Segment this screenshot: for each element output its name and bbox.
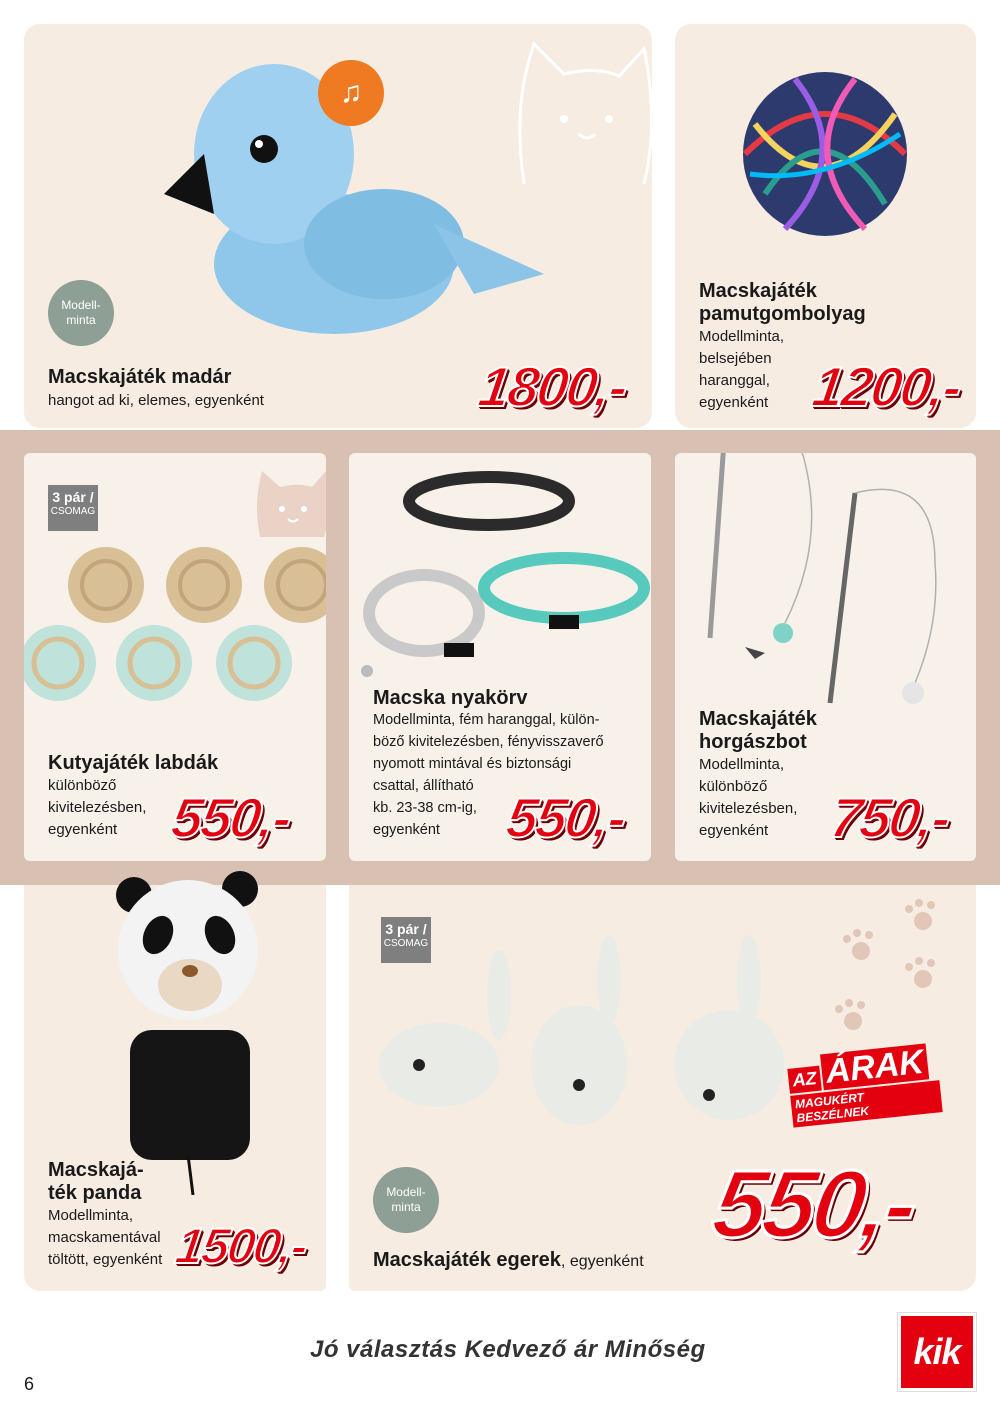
pack-badge: 3 pár / CSOMAG [48, 485, 98, 531]
product-desc: Modellminta, különböző kivitelezésben, egyenként [699, 756, 798, 839]
product-desc: különböző kivitelezésben, egyenként [48, 777, 147, 838]
rope-balls-image [24, 543, 326, 713]
price-tag: 750,- [826, 786, 954, 849]
price-tag: 550,- [167, 786, 295, 849]
product-card-rod [675, 453, 976, 861]
product-title-line [373, 1249, 644, 1272]
paw-prints-icon [833, 899, 963, 1039]
product-card-yarn [675, 24, 976, 428]
product-title-suffix: , egyenként [560, 1253, 644, 1270]
product-title: Macskajáték madár [48, 366, 232, 388]
product-desc: Modellminta, fém haranggal, külön- böző kivitelezésben, fényvisszaverő nyomott mintával és biztonsági csattal, állítható kb. 23-38 cm-ig, egyenként [373, 712, 604, 838]
price-tag: 1500,- [172, 1218, 310, 1274]
slogan-sub: MAGUKÉRT BESZÉLNEK [790, 1080, 943, 1128]
product-title: Macska nyakörv [373, 687, 528, 709]
music-note-icon: ♫ [318, 60, 384, 126]
product-card-bird [24, 24, 652, 428]
product-title: Kutyajáték labdák [48, 752, 219, 774]
product-title: Macskajáték egerek [373, 1249, 561, 1271]
price-tag: 550,- [706, 1151, 921, 1258]
product-title: Macskajá- ték panda [48, 1159, 144, 1204]
product-card-panda [24, 885, 326, 1291]
slogan-az: AZ [787, 1066, 821, 1094]
product-desc: Modellminta, macskamentával töltött, egyenként [48, 1207, 163, 1268]
panda-toy-image [108, 865, 268, 1195]
slogan-arak: ÁRAK [820, 1043, 929, 1090]
product-card-balls [24, 453, 326, 861]
footer-slogan: Jó választás Kedvező ár Minőség [310, 1336, 706, 1363]
kik-logo: kik [898, 1313, 976, 1391]
product-title: Macskajáték pamutgombolyag [699, 280, 866, 325]
fishing-rod-image [675, 453, 976, 713]
yarn-ball-image [735, 64, 915, 244]
model-badge: Modell- minta [373, 1167, 439, 1233]
model-badge: Modell- minta [48, 280, 114, 346]
pack-badge: 3 pár / CSOMAG [381, 917, 431, 963]
cat-face-icon [252, 467, 326, 542]
product-desc: hangot ad ki, elemes, egyenként [48, 392, 264, 409]
price-tag: 550,- [502, 786, 630, 849]
price-tag: 1200,- [808, 355, 965, 418]
product-card-collar [349, 453, 651, 861]
product-desc: Modellminta, belsejében haranggal, egyenként [699, 328, 785, 411]
product-title: Macskajáték horgászbot [699, 708, 817, 753]
collar-image [349, 453, 651, 683]
page-number: 6 [24, 1374, 35, 1394]
prices-speak-badge [786, 1042, 944, 1137]
plush-mice-image [369, 935, 789, 1155]
price-tag: 1800,- [474, 355, 631, 418]
